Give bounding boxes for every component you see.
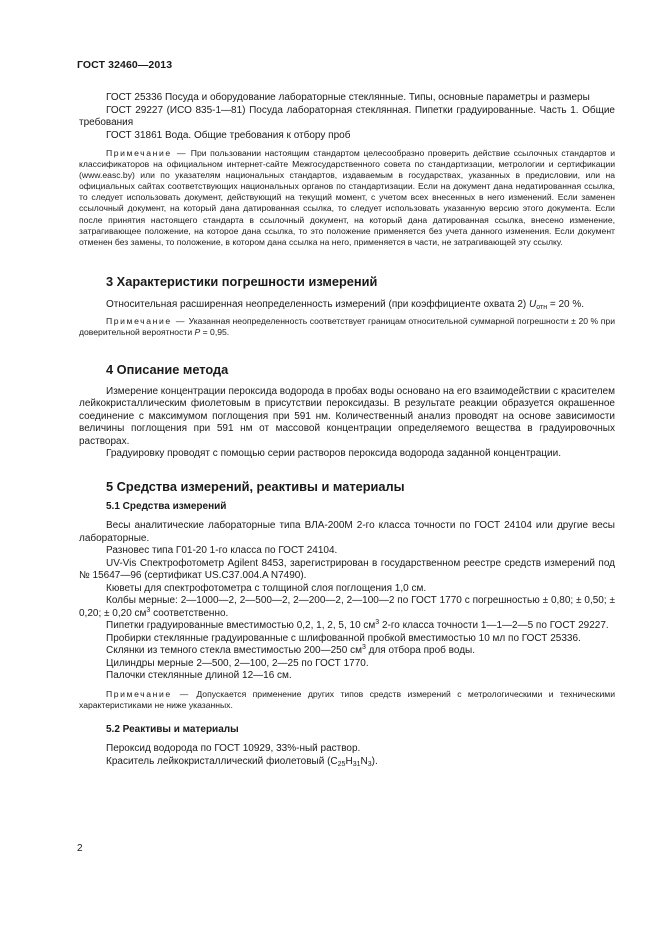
ref-gost-29227: ГОСТ 29227 (ИСО 835-1—81) Посуда лабораторная стеклянная. Пипетки градуированные. Часть 1. Общие требования <box>79 104 615 128</box>
item-pipettes <box>79 620 615 633</box>
pipettes-text: Пипетки градуированные вместимостью 0,2, 1, 2, 5, 10 см <box>106 620 376 632</box>
uncertainty-paragraph <box>79 299 615 312</box>
item-weights: Разновес типа Г01-20 1-го класса по ГОСТ 24104. <box>106 545 338 557</box>
item-cuvettes: Кюветы для спектрофотометра с толщиной слоя поглощения 1,0 см. <box>106 582 427 594</box>
calibration-paragraph: Градуировку проводят с помощью серии растворов пероксида водорода заданной концентрации. <box>106 448 561 460</box>
document-body <box>79 92 615 768</box>
section-4-title: 4 Описание метода <box>106 361 229 377</box>
item-sticks: Палочки стеклянные длиной 12—16 см. <box>106 670 292 682</box>
note-uncertainty <box>79 316 615 338</box>
dye-close: ). <box>371 755 378 767</box>
method-paragraph: Измерение концентрации пероксида водорода в пробах воды основано на его взаимодействии с красителем лейкокристаллическим фиолетовым в присутствии пероксидазы. В результате реакции образуется окрашенное соединение с максимумом поглощения при 591 нм. Количественный анализ проводят на основе зависимости величины поглощения при 591 нм от массовой концентрации определяемого вещества в градуировочных растворах. <box>79 385 615 447</box>
item-dye <box>79 756 615 769</box>
item-spectrophotometer: UV-Vis Спектрофотометр Agilent 8453, зарегистрирован в государственном реестре средств измерений под № 15647—96 (сертификат US.C37.004.A N7490). <box>79 557 615 582</box>
note-instruments <box>79 689 615 711</box>
note-text: При пользовании настоящим стандартом целесообразно проверить действие ссылочных стандартов и классификаторов на официальном интернет-сайте Межгосударственного совета по стандартизации, метрологии и сертификации (www.easc.by) или по указателям национальных стандартов, издаваемым в государствах, указанных в предисловии, или на официальных сайтах соответствующих национальных органов по стандартизации. Если на документ дана недатированная ссылка, то следует использовать документ, действующий на текущий момент, с учетом всех внесенных в него изменений. Если заменен ссылочный документ, на который дана датированная ссылка, то следует использовать указанную версию этого документа. Если после принятия настоящего стандарта в ссылочный документ, на который дана датированная ссылка, внесено изменение, затрагивающее положение, на которое дана ссылка, то это положение применяется без учета данного изменения. Если документ отменен без замены, то положение, в котором дана ссылка на него, применяется в части, не затрагивающей эту ссылку. <box>79 148 616 247</box>
page-number: 2 <box>77 843 83 854</box>
section-3-title: 3 Характеристики погрешности измерений <box>106 273 378 289</box>
cubic-sup: 3 <box>361 644 366 652</box>
note-label: Примечание — <box>106 688 190 699</box>
uncertainty-value: = 20 %. <box>547 298 585 310</box>
uncertainty-symbol: U <box>529 298 537 310</box>
standard-header: ГОСТ 32460—2013 <box>77 59 173 71</box>
note-instruments-text: Допускается применение других типов средств измерений с метрологическими и техническими характеристиками не ниже указанных. <box>79 688 615 710</box>
note-text-a: Указанная неопределенность соответствует границам относительной суммарной погрешности ± 20 % при доверительной вероятности <box>79 316 615 338</box>
ref-gost-25336: ГОСТ 25336 Посуда и оборудование лабораторные стеклянные. Типы, основные параметры и размеры <box>106 92 590 103</box>
item-balance: Весы аналитические лабораторные типа ВЛА-200М 2-го класса точности по ГОСТ 24104 или другие весы лабораторные. <box>79 520 615 544</box>
formula-sub-c: 25 <box>337 760 346 768</box>
formula-sub-h: 31 <box>352 760 361 768</box>
uncertainty-text: Относительная расширенная неопределенность измерений (при коэффициенте охвата 2) <box>106 298 527 310</box>
item-peroxide: Пероксид водорода по ГОСТ 10929, 33%-ный раствор. <box>106 743 361 755</box>
item-cylinders: Цилиндры мерные 2—500, 2—100, 2—25 по ГОСТ 1770. <box>106 657 369 669</box>
section-5-2-title: 5.2 Реактивы и материалы <box>106 723 239 735</box>
item-jars <box>79 645 615 658</box>
flasks-text-end: соответственно. <box>150 607 229 619</box>
cubic-sup: 3 <box>146 606 151 614</box>
formula-n: N <box>360 755 368 767</box>
section-5-1-title: 5.1 Средства измерений <box>106 500 227 512</box>
pipettes-text-end: 2-го класса точности 1—1—2—5 по ГОСТ 29227. <box>379 620 609 632</box>
jars-text: Склянки из темного стекла вместимостью 200—250 см <box>106 645 362 657</box>
section-5-title: 5 Средства измерений, реактивы и материалы <box>106 478 405 494</box>
jars-text-end: для отбора проб воды. <box>365 645 475 657</box>
dye-text: Краситель лейкокристаллический фиолетовый (C <box>106 755 338 767</box>
formula-sub-n: 3 <box>367 760 372 768</box>
note-label: Примечание — <box>106 316 187 327</box>
cubic-sup: 3 <box>375 619 380 627</box>
flasks-text: Колбы мерные: 2—1000—2, 2—500—2, 2—200—2, 2—100—2 по ГОСТ 1770 с погрешностью ± 0,80; ± 0,50; ± 0,20; ± 0,20 см <box>79 595 615 619</box>
ref-gost-31861: ГОСТ 31861 Вода. Общие требования к отбору проб <box>106 129 351 141</box>
note-references <box>79 148 615 248</box>
probability-symbol: P <box>194 327 201 338</box>
item-test-tubes: Пробирки стеклянные градуированные с шлифованной пробкой вместимостью 10 мл по ГОСТ 25336. <box>106 632 581 644</box>
formula-h: H <box>345 755 353 767</box>
item-flasks <box>79 595 615 620</box>
uncertainty-symbol-sub: отн <box>536 303 548 311</box>
note-label: Примечание — <box>106 148 188 158</box>
note-text-b: = 0,95. <box>200 327 230 338</box>
